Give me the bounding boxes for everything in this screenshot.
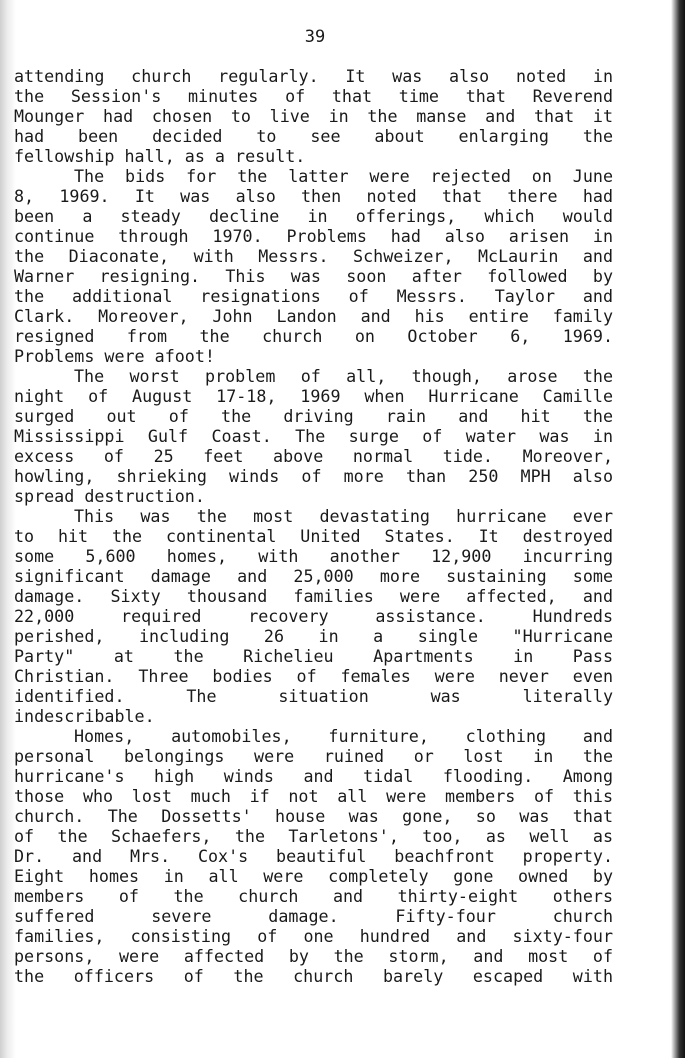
text-line: of the Schaefers, the Tarletons', too, as well as xyxy=(14,826,613,846)
text-line: This was the most devastating hurricane ever xyxy=(74,506,613,526)
text-line: 8, 1969. It was also then noted that there had xyxy=(14,186,613,206)
text-line: fellowship hall, as a result. xyxy=(14,146,306,166)
text-line: continue through 1970. Problems had also arisen in xyxy=(14,226,613,246)
text-line: attending church regularly. It was also noted in xyxy=(14,66,613,86)
text-line: indescribable. xyxy=(14,706,155,726)
text-line: resigned from the church on October 6, 1969. xyxy=(14,326,613,346)
text-line: some 5,600 homes, with another 12,900 incurring xyxy=(14,546,613,566)
body-text xyxy=(14,66,613,986)
text-line: surged out of the driving rain and hit the xyxy=(14,406,613,426)
text-line: the additional resignations of Messrs. Taylor and xyxy=(14,286,613,306)
text-line: those who lost much if not all were members of this xyxy=(14,786,613,806)
text-line: families, consisting of one hundred and sixty-four xyxy=(14,926,613,946)
text-line: damage. Sixty thousand families were affected, and xyxy=(14,586,613,606)
text-line: Eight homes in all were completely gone owned by xyxy=(14,866,613,886)
page-number: 39 xyxy=(304,27,326,47)
text-line: the Diaconate, with Messrs. Schweizer, McLaurin and xyxy=(14,246,613,266)
text-line: had been decided to see about enlarging the xyxy=(14,126,613,146)
text-line: Warner resigning. This was soon after followed by xyxy=(14,266,613,286)
text-line: 22,000 required recovery assistance. Hundreds xyxy=(14,606,613,626)
text-line: Dr. and Mrs. Cox's beautiful beachfront property. xyxy=(14,846,613,866)
text-line: perished, including 26 in a single "Hurricane xyxy=(14,626,613,646)
text-line: suffered severe damage. Fifty-four church xyxy=(14,906,613,926)
text-line: The bids for the latter were rejected on June xyxy=(74,166,613,186)
text-line: identified. The situation was literally xyxy=(14,686,613,706)
text-line: Christian. Three bodies of females were never even xyxy=(14,666,613,686)
text-line: the officers of the church barely escaped with xyxy=(14,966,613,986)
text-line: to hit the continental United States. It destroyed xyxy=(14,526,613,546)
text-line: night of August 17-18, 1969 when Hurricane Camille xyxy=(14,386,613,406)
text-line: Party" at the Richelieu Apartments in Pass xyxy=(14,646,613,666)
page-edge-shadow xyxy=(671,0,685,1058)
text-line: significant damage and 25,000 more sustaining some xyxy=(14,566,613,586)
text-line: Clark. Moreover, John Landon and his entire family xyxy=(14,306,613,326)
text-line: persons, were affected by the storm, and most of xyxy=(14,946,613,966)
text-line: The worst problem of all, though, arose the xyxy=(74,366,613,386)
text-line: Mounger had chosen to live in the manse and that it xyxy=(14,106,613,126)
text-line: members of the church and thirty-eight others xyxy=(14,886,613,906)
text-line: hurricane's high winds and tidal flooding. Among xyxy=(14,766,613,786)
text-line: Mississippi Gulf Coast. The surge of water was in xyxy=(14,426,613,446)
text-line: the Session's minutes of that time that Reverend xyxy=(14,86,613,106)
text-line: personal belongings were ruined or lost in the xyxy=(14,746,613,766)
text-line: howling, shrieking winds of more than 250 MPH also xyxy=(14,466,613,486)
text-line: excess of 25 feet above normal tide. Moreover, xyxy=(14,446,613,466)
text-line: church. The Dossetts' house was gone, so was that xyxy=(14,806,613,826)
text-line: spread destruction. xyxy=(14,486,205,506)
text-line: Problems were afoot! xyxy=(14,346,215,366)
text-line: been a steady decline in offerings, which would xyxy=(14,206,613,226)
text-line: Homes, automobiles, furniture, clothing and xyxy=(74,726,613,746)
